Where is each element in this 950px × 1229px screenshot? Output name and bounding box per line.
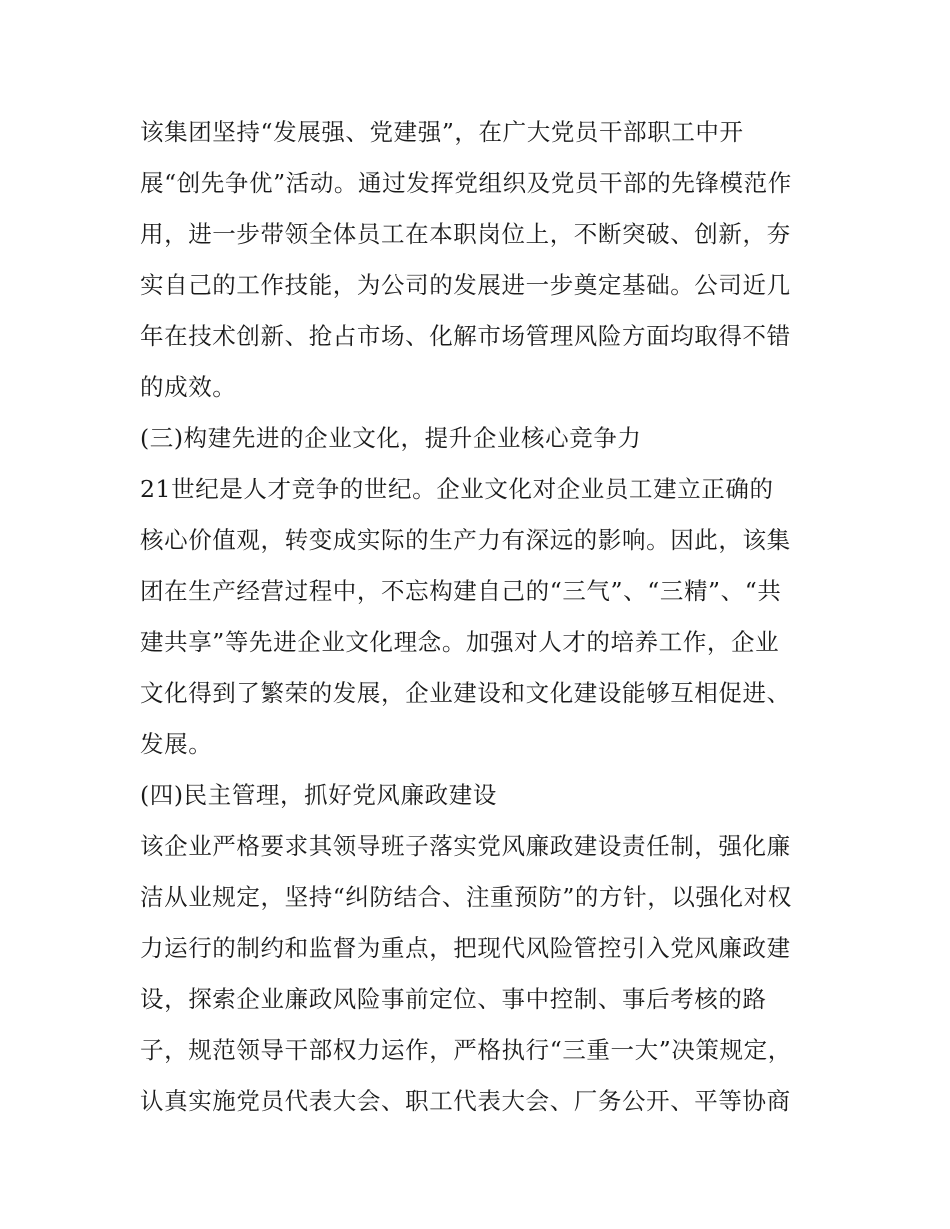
paragraph-line: 子，规范领导干部权力运作，严格执行“三重一大”决策规定， [140, 1036, 792, 1064]
document-body [140, 107, 820, 1127]
paragraph-line: 实自己的工作技能，为公司的发展进一步奠定基础。公司近几 [140, 271, 791, 299]
section-heading-four: (四)民主管理，抓好党风廉政建设 [140, 781, 497, 809]
paragraph-line: 的成效。 [140, 373, 237, 401]
section-heading-three: (三)构建先进的企业文化，提升企业核心竞争力 [140, 424, 642, 452]
paragraph-line: 21世纪是人才竞争的世纪。企业文化对企业员工建立正确的 [140, 475, 774, 503]
paragraph-line: 力运行的制约和监督为重点，把现代风险管控引入党风廉政建 [140, 934, 791, 962]
paragraph-line: 文化得到了繁荣的发展，企业建设和文化建设能够互相促进、 [140, 679, 791, 707]
paragraph-line: 设，探索企业廉政风险事前定位、事中控制、事后考核的路 [140, 985, 767, 1013]
paragraph-line: 年在技术创新、抢占市场、化解市场管理风险方面均取得不错 [140, 322, 791, 350]
paragraph-line: 发展。 [140, 730, 213, 758]
paragraph-line: 该集团坚持“发展强、党建强”，在广大党员干部职工中开 [140, 118, 744, 146]
paragraph-line: 建共享”等先进企业文化理念。加强对人才的培养工作，企业 [140, 628, 780, 656]
paragraph-line: 团在生产经营过程中，不忘构建自己的“三气”、“三精”、“共 [140, 577, 782, 605]
paragraph-line: 该企业严格要求其领导班子落实党风廉政建设责任制，强化廉 [140, 832, 791, 860]
paragraph-line: 展“创先争优”活动。通过发挥党组织及党员干部的先锋模范作 [140, 169, 792, 197]
paragraph-line: 认真实施党员代表大会、职工代表大会、厂务公开、平等协商 [140, 1087, 791, 1115]
paragraph-line: 核心价值观，转变成实际的生产力有深远的影响。因此，该集 [140, 526, 791, 554]
paragraph-line: 洁从业规定，坚持“纠防结合、注重预防”的方针，以强化对权 [140, 883, 792, 911]
paragraph-line: 用，进一步带领全体员工在本职岗位上，不断突破、创新，夯 [140, 220, 791, 248]
